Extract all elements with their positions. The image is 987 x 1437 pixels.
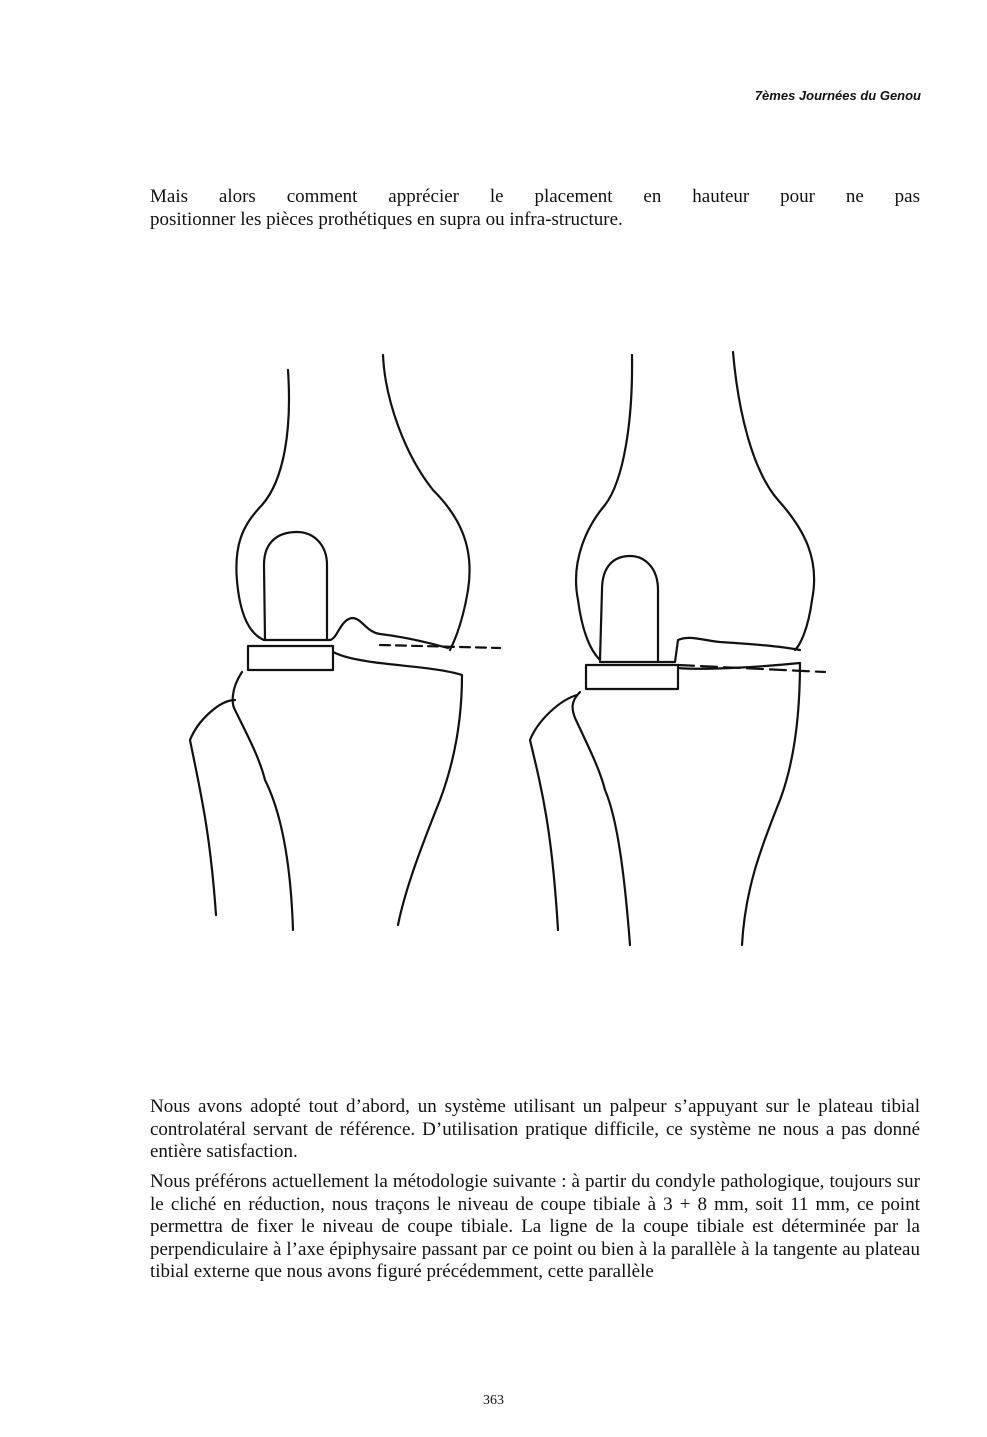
fibula-left — [190, 700, 235, 915]
femur-right-outline — [383, 355, 470, 650]
condyle-line-left — [264, 618, 448, 648]
fibula-right — [530, 695, 577, 930]
tibia-outer-left — [233, 672, 293, 930]
tibial-insert-left — [248, 646, 333, 670]
intro-line-1: Mais alors comment apprécier le placement en hauteur pour ne pas — [150, 186, 920, 207]
tibia-outer-right — [573, 692, 630, 945]
knee-right-drawing — [530, 352, 825, 945]
page-number: 363 — [483, 1393, 504, 1408]
patella-right — [600, 556, 658, 662]
condyle-line-right — [600, 638, 800, 662]
tibial-insert-right — [586, 665, 678, 689]
tibia-right-left — [333, 652, 462, 925]
knee-left-drawing — [190, 355, 500, 930]
femur-right-outline-r — [733, 352, 814, 650]
patella-left — [264, 532, 327, 640]
femur-left-outline-r — [576, 355, 632, 660]
body-paragraph-1: Nous avons adopté tout d’abord, un système utilisant un palpeur s’appuyant sur le plateau tibial controlatéral servant de référence. D’utilisation pratique difficile, ce système ne nous a pas donné entière satisfaction. — [150, 1096, 920, 1162]
intro-line-2: positionner les pièces prothétiques en supra ou infra-structure. — [150, 208, 623, 230]
running-header: 7èmes Journées du Genou — [754, 88, 921, 103]
body-paragraph-2: Nous préférons actuellement la métodologie suivante : à partir du condyle pathologique, toujours sur le cliché en réduction, nous traçons le niveau de coupe tibiale à 3 + 8 mm, soit 11 mm, ce point permettra de fixer le niveau de coupe tibiale. La ligne de la coupe tibiale est déterminée par la perpendiculaire à l’axe épiphysaire passant par ce point ou bien à la parallèle à la tangente au plateau tibial externe que nous avons figuré précédemment, cette parallèle — [150, 1171, 920, 1282]
tibia-right-right — [678, 663, 800, 945]
femur-left-outline — [236, 370, 289, 640]
